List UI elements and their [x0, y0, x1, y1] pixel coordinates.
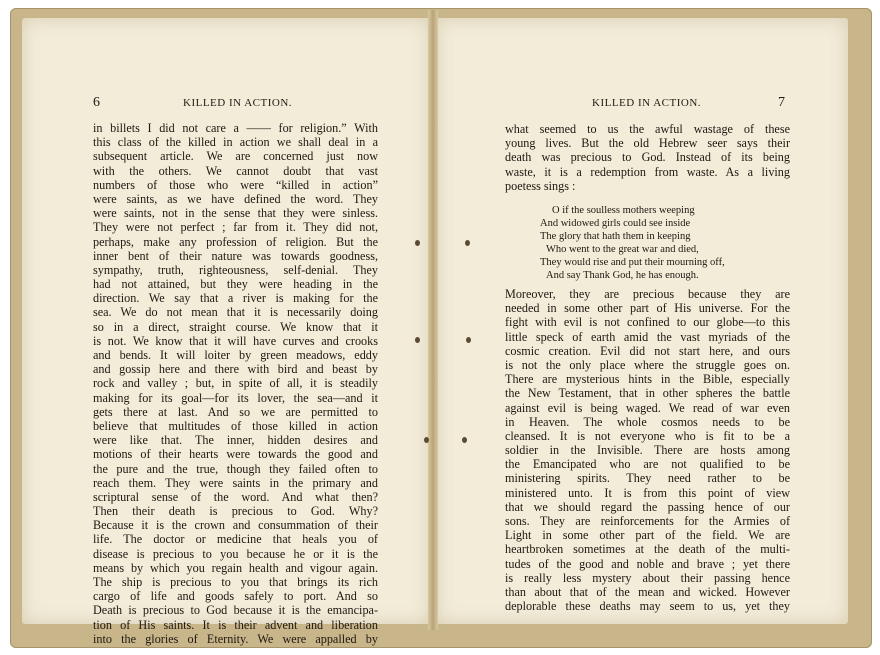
left-page-header: KILLED IN ACTION.	[183, 97, 293, 109]
text-line: numbers of those who were “killed in action”	[93, 177, 378, 192]
text-line: sympathy, truth, righteousness, self-denial. They	[93, 262, 378, 277]
text-line: is really less mystery about their passing hence	[505, 570, 790, 585]
text-line: and gossip here and there with bird and beast by	[93, 362, 378, 377]
text-line: were saints, not in the sense that they were sinless.	[93, 206, 378, 221]
text-line: waste, it is a redemption from waste. As a living	[505, 164, 790, 179]
text-line: were like that. The inner, hidden desires and	[93, 433, 378, 448]
right-page-body-bottom	[505, 287, 790, 613]
left-page-number: 6	[93, 95, 101, 110]
poem-line: They would rise and put their mourning off,	[540, 257, 725, 268]
text-line: death was precious to God. Instead of its being	[505, 150, 790, 165]
text-line: with the others. We cannot doubt that vast	[93, 163, 378, 178]
text-line: the Emancipated who are not qualified to be	[505, 457, 790, 472]
poem-line: Who went to the great war and died,	[546, 244, 699, 255]
staple-hole	[415, 337, 420, 343]
right-page-number: 7	[778, 95, 786, 110]
text-line: had not attained, but they were heading in the	[93, 277, 378, 292]
poem-line: And widowed girls could see inside	[540, 218, 691, 229]
poem-line: And say Thank God, he has enough.	[546, 270, 699, 281]
text-line: in Heaven. The whole cosmos needs to be	[505, 414, 790, 429]
text-line: the New Testament, that in other spheres the battle	[505, 386, 790, 401]
text-line: than about that of the mean and wicked. However	[505, 584, 790, 599]
text-line: is not the only place where the struggle goes on.	[505, 357, 790, 372]
text-line: tion of His saints. It is their advent and liberation	[93, 617, 378, 632]
text-line: life. The doctor or medicine that heals you of	[93, 532, 378, 547]
text-line: heartbroken sometimes at the death of the multi-	[505, 542, 790, 557]
staple-hole	[424, 437, 429, 443]
text-line: young lives. But the old Hebrew seer says their	[505, 136, 790, 151]
text-line: cleansed. It is not everyone who is fit to be a	[505, 428, 790, 443]
text-line: means by which you regain health and vigour again.	[93, 560, 378, 575]
left-page-body	[93, 121, 378, 646]
text-line: rock and valley ; but, in spite of all, it is steadily	[93, 376, 378, 391]
text-line: tudes of the good and noble and brave ; yet there	[505, 556, 790, 571]
text-line: what seemed to us the awful wastage of these	[505, 122, 790, 136]
text-line: poetess sings :	[505, 178, 576, 193]
staple-hole	[415, 240, 420, 246]
text-line: the pure and the true, though they failed often to	[93, 461, 378, 476]
text-line: soldier in the Invisible. There are hosts among	[505, 443, 790, 458]
text-line: Moreover, they are precious because they are	[505, 287, 790, 301]
text-line: Then their death is precious to God. Why?	[93, 504, 378, 519]
text-line: direction. We say that a river is making for the	[93, 291, 378, 306]
poem-line: O if the soulless mothers weeping	[552, 205, 695, 216]
text-line: believe that multitudes of those killed in action	[93, 418, 378, 433]
text-line: deplorable these deaths may seem to us, yet they	[505, 599, 790, 614]
text-line: They were not perfect ; far from it. They did not,	[93, 220, 378, 235]
text-line: that we should regard the passing hence of our	[505, 499, 790, 514]
text-line: reach them. They were saints in the primary and	[93, 475, 378, 490]
right-page-body-top	[505, 122, 790, 193]
text-line: Because it is the crown and consummation of their	[93, 518, 378, 533]
text-line: ministered unto. It is from this point of view	[505, 485, 790, 500]
text-line: making for its goal—for its lover, the sea—and it	[93, 390, 378, 405]
text-line: against evil is being waged. We read of war even	[505, 400, 790, 415]
text-line: fight with evil is not confined to our globe—to this	[505, 315, 790, 330]
text-line: needed in some other part of His universe. For the	[505, 301, 790, 316]
text-line: There are mysterious hints in the Bible, especially	[505, 372, 790, 387]
text-line: scriptural sense of the word. And what then?	[93, 489, 378, 504]
text-line: Light in some other part of the field. We are	[505, 528, 790, 543]
text-line: The ship is precious to you that brings its rich	[93, 575, 378, 589]
text-line: sons. They are reinforcements for the Armies of	[505, 514, 790, 528]
text-line: Death is precious to God because it is the emancipa-	[93, 603, 378, 618]
text-line: into the glories of Eternity. We were appalled by	[93, 631, 378, 646]
staple-hole	[462, 437, 467, 443]
text-line: gets there at last. And so we are permitted to	[93, 404, 378, 419]
text-line: cargo of life and goods safely to port. And so	[93, 589, 378, 604]
text-line: is not. We know that it will have curves and crooks	[93, 333, 378, 348]
right-page-header: KILLED IN ACTION.	[592, 97, 702, 109]
text-line: so in a direct, straight course. We know that it	[93, 319, 378, 334]
text-line: disease is precious to you because he or it is the	[93, 546, 378, 561]
staple-hole	[466, 337, 471, 343]
text-line: perhaps, make any profession of religion. But the	[93, 234, 378, 249]
staple-hole	[465, 240, 470, 246]
text-line: subsequent article. We are concerned just now	[93, 149, 378, 164]
text-line: sea. We do not mean that it is necessarily doing	[93, 305, 378, 320]
text-line: cosmic creation. Evil did not start here, and ours	[505, 343, 790, 358]
poem-quote	[540, 204, 725, 282]
poem-line: The glory that hath them in keeping	[540, 231, 691, 242]
text-line: ministering spirits. They need rather to be	[505, 471, 790, 486]
text-line: motions of their hearts were towards the good and	[93, 447, 378, 462]
text-line: little speck of earth amid the vast myriads of the	[505, 329, 790, 344]
text-line: in billets I did not care a —— for religion.” With	[93, 121, 378, 135]
text-line: and bends. It will loiter by green meadows, eddy	[93, 348, 378, 362]
text-line: were saints, as we have defined the word. They	[93, 191, 378, 206]
text-line: this class of the killed in action we shall deal in a	[93, 135, 378, 150]
book-gutter	[428, 10, 438, 630]
text-line: inner bent of their nature was towards goodness,	[93, 248, 378, 263]
